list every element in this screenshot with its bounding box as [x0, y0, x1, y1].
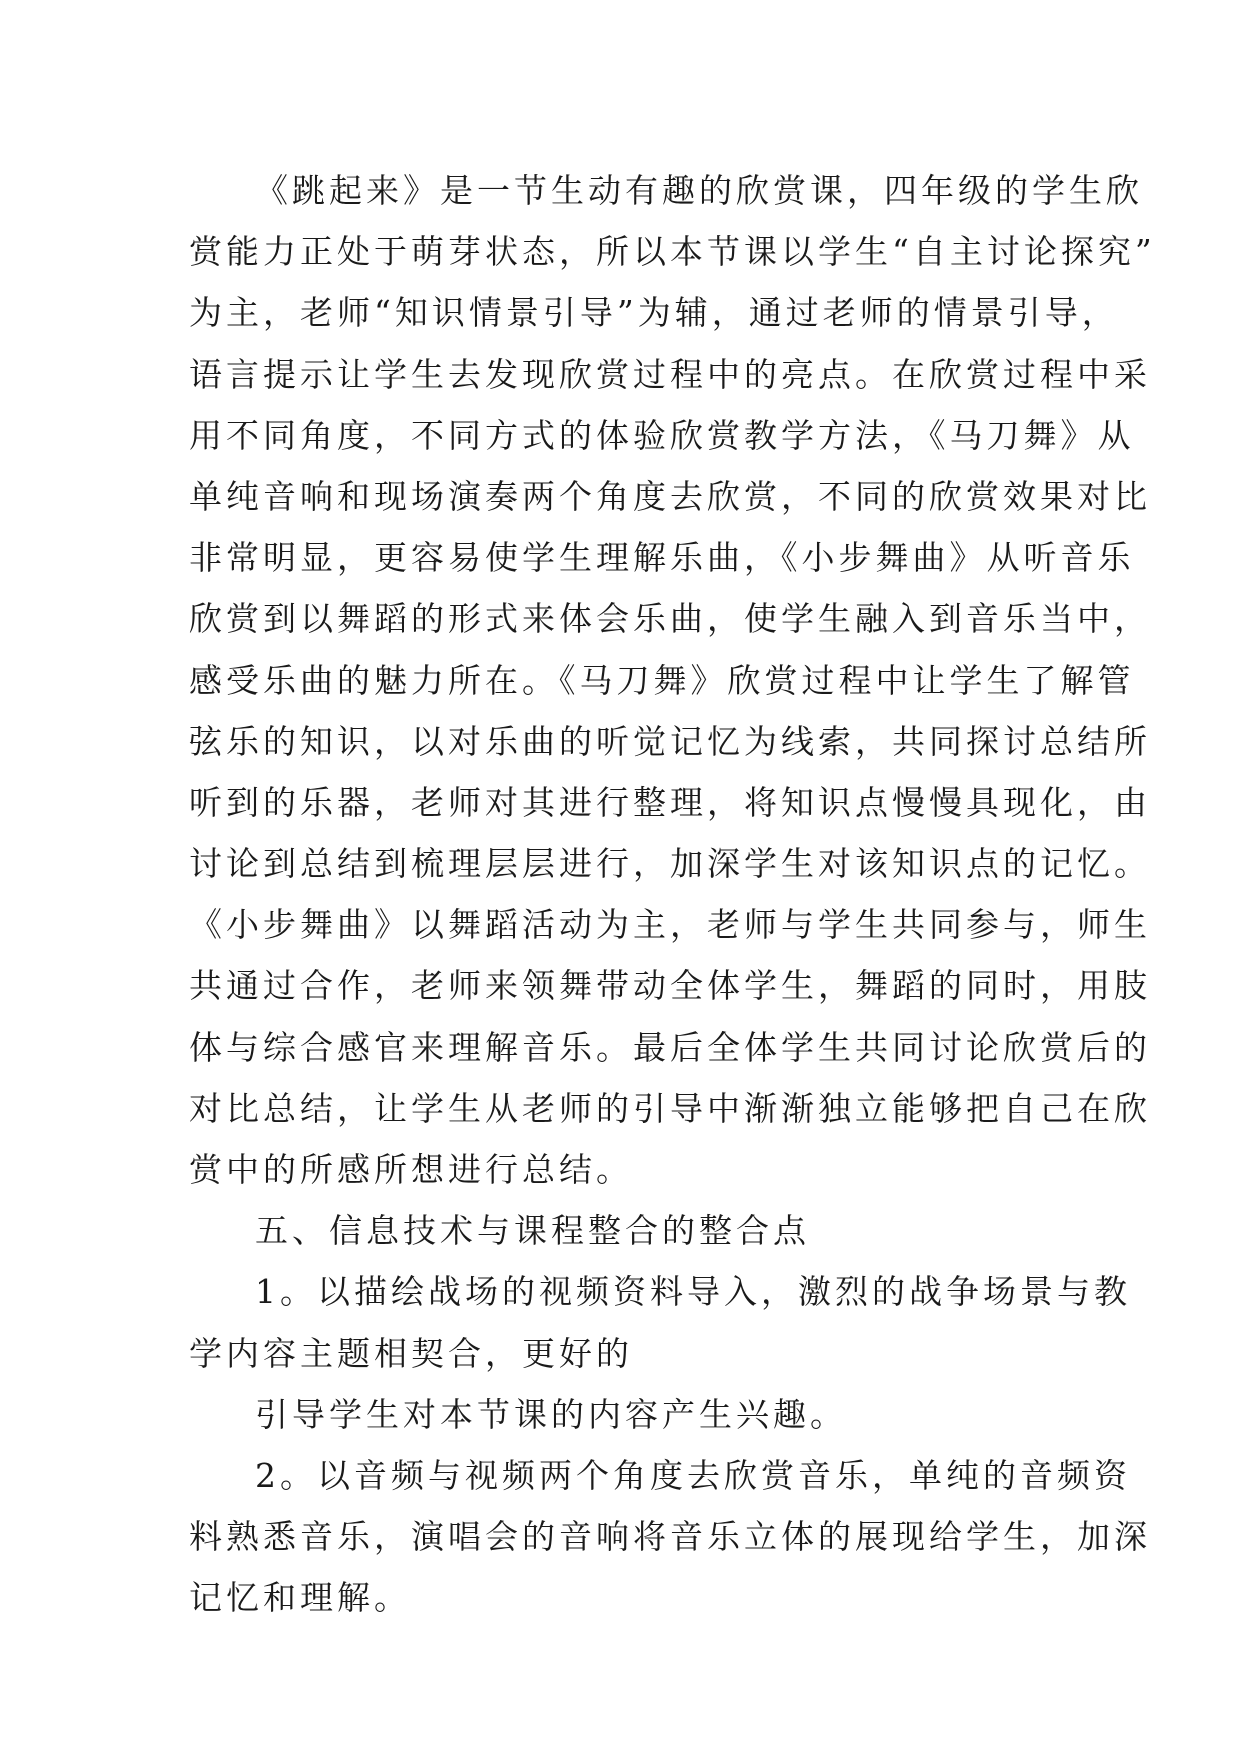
text-line: 语言提示让学生去发现欣赏过程中的亮点。在欣赏过程中采	[189, 354, 1151, 394]
text-line: 料熟悉音乐，演唱会的音响将音乐立体的展现给学生，加深	[189, 1517, 1151, 1557]
text-line: 共通过合作，老师来领舞带动全体学生，舞蹈的同时，用肢	[189, 966, 1151, 1006]
list-item-1-continuation: 引导学生对本节课的内容产生兴趣。	[255, 1394, 847, 1434]
list-item-2	[189, 1445, 1151, 1629]
text-line: 学内容主题相契合，更好的	[189, 1333, 633, 1373]
text-line: 《小步舞曲》以舞蹈活动为主，老师与学生共同参与，师生	[189, 905, 1151, 945]
document-page	[189, 160, 1156, 1629]
text-line: 对比总结，让学生从老师的引导中渐渐独立能够把自己在欣	[189, 1088, 1151, 1128]
text-line: 讨论到总结到梳理层层进行，加深学生对该知识点的记忆。	[189, 844, 1151, 884]
text-line: 为主，老师“知识情景引导”为辅，通过老师的情景引导，	[189, 293, 1119, 333]
text-line: 弦乐的知识，以对乐曲的听觉记忆为线索，共同探讨总结所	[189, 721, 1151, 761]
text-line: 记忆和理解。	[189, 1578, 411, 1618]
text-line: 赏中的所感所想进行总结。	[189, 1150, 633, 1189]
list-item-1	[189, 1261, 1131, 1383]
text-line: 欣赏到以舞蹈的形式来体会乐曲，使学生融入到音乐当中，	[189, 599, 1151, 639]
text-line: 感受乐曲的魅力所在。《马刀舞》欣赏过程中让学生了解管	[189, 660, 1135, 700]
text-line: 1。以描绘战场的视频资料导入，激烈的战争场景与教	[255, 1272, 1131, 1312]
text-line: 赏能力正处于萌芽状态，所以本节课以学生“自主讨论探究”	[189, 232, 1156, 272]
text-line: 《跳起来》是一节生动有趣的欣赏课，四年级的学生欣	[255, 171, 1143, 210]
paragraph-1	[189, 160, 1156, 1200]
text-line: 体与综合感官来理解音乐。最后全体学生共同讨论欣赏后的	[189, 1027, 1151, 1067]
text-line: 单纯音响和现场演奏两个角度去欣赏，不同的欣赏效果对比	[189, 476, 1151, 516]
text-line: 2。以音频与视频两个角度去欣赏音乐，单纯的音频资	[255, 1455, 1131, 1495]
section-heading: 五、信息技术与课程整合的整合点	[255, 1211, 810, 1251]
text-line: 非常明显，更容易使学生理解乐曲，《小步舞曲》从听音乐	[189, 538, 1135, 578]
text-line: 听到的乐器，老师对其进行整理，将知识点慢慢具现化，由	[189, 782, 1151, 822]
text-line: 用不同角度，不同方式的体验欣赏教学方法，《马刀舞》从	[189, 415, 1135, 455]
